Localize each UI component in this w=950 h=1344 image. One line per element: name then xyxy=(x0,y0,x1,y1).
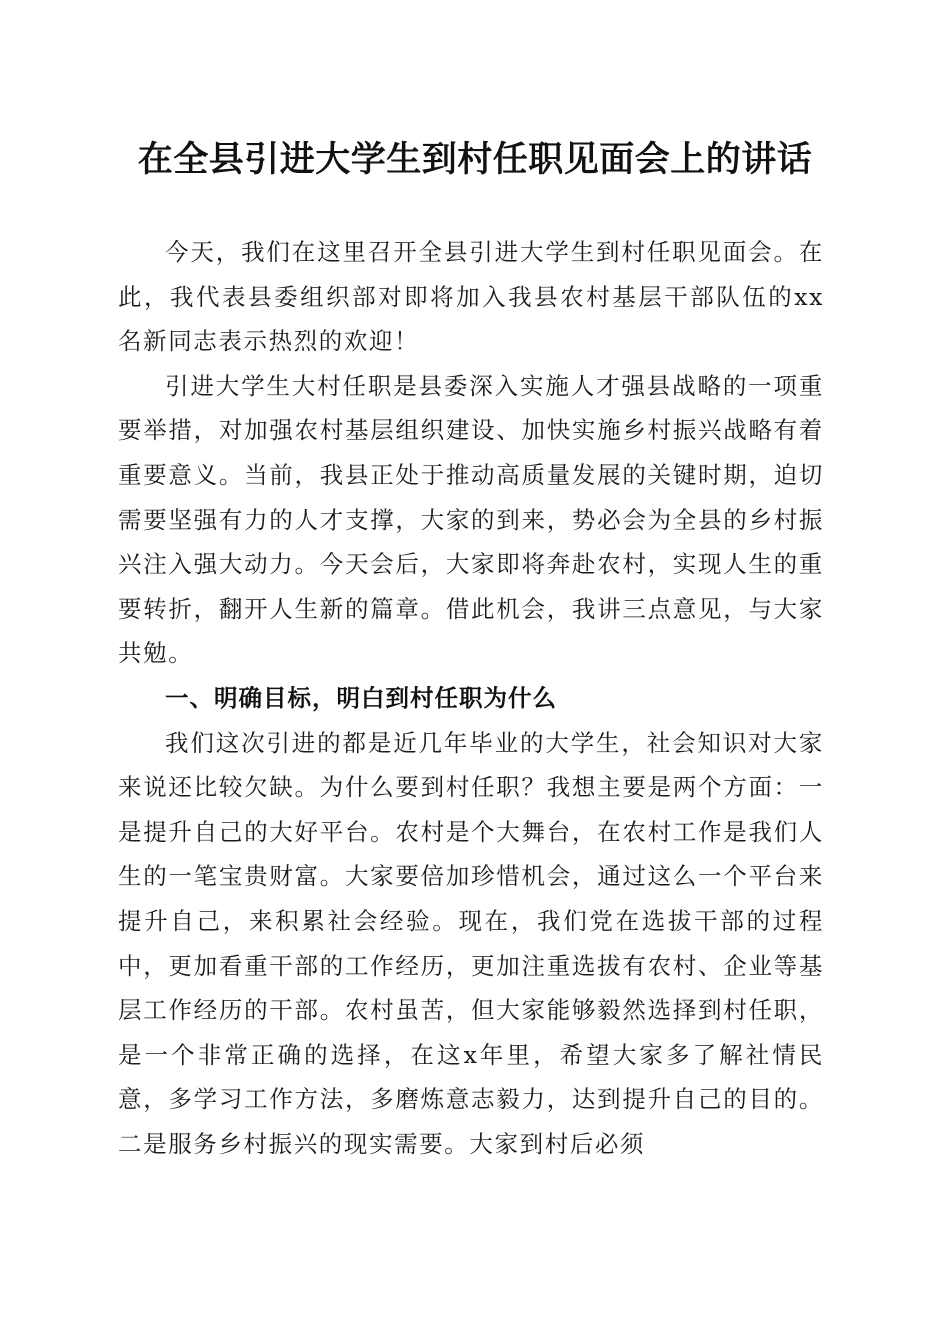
section-heading-1: 一、明确目标，明白到村任职为什么 xyxy=(165,683,557,712)
paragraph-introduction: 引进大学生大村任职是县委深入实施人才强县战略的一项重要举措，对加强农村基层组织建设、加快实施乡村振兴战略有着重要意义。当前，我县正处于推动高质量发展的关键时期，迫切需要坚强有力的人才支撑，大家的到来，势必会为全县的乡村振兴注入强大动力。今天会后，大家即将奔赴农村，实现人生的重要转折，翻开人生新的篇章。借此机会，我讲三点意见，与大家共勉。 xyxy=(118,371,824,668)
document-body xyxy=(118,230,824,1166)
document-title: 在全县引进大学生到村任职见面会上的讲话 xyxy=(137,140,813,180)
paragraph-welcome: 今天，我们在这里召开全县引进大学生到村任职见面会。在此，我代表县委组织部对即将加入我县农村基层干部队伍的xx名新同志表示热烈的欢迎！ xyxy=(118,238,824,356)
paragraph-section-1: 我们这次引进的都是近几年毕业的大学生，社会知识对大家来说还比较欠缺。为什么要到村任职？我想主要是两个方面：一是提升自己的大好平台。农村是个大舞台，在农村工作是我们人生的一笔宝贵财富。大家要倍加珍惜机会，通过这么一个平台来提升自己，来积累社会经验。现在，我们党在选拔干部的过程中，更加看重干部的工作经历，更加注重选拔有农村、企业等基层工作经历的干部。农村虽苦，但大家能够毅然选择到村任职，是一个非常正确的选择，在这x年里，希望大家多了解社情民意，多学习工作方法，多磨炼意志毅力，达到提升自己的目的。二是服务乡村振兴的现实需要。大家到村后必须 xyxy=(118,728,824,1158)
